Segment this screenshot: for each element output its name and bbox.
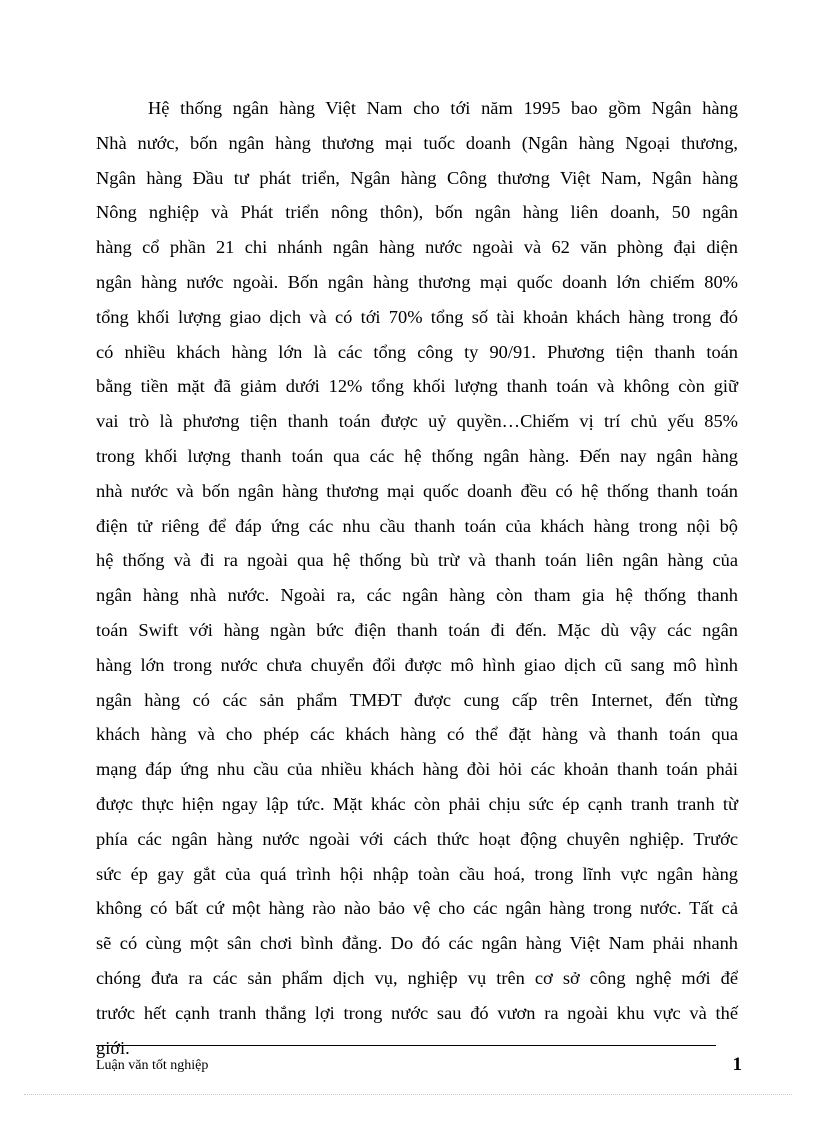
paragraph-line: không có bất cứ một hàng rào nào bảo vệ cho các ngân hàng trong nước. Tất cả [96,898,738,919]
paragraph-line: Nông nghiệp và Phát triển nông thôn), bốn ngân hàng liên doanh, 50 ngân [96,202,738,223]
footer-title: Luận văn tốt nghiệp [96,1058,209,1073]
paragraph-line: khách hàng và cho phép các khách hàng có thể đặt hàng và thanh toán qua [96,724,738,745]
footer-divider [96,1045,716,1046]
paragraph-line: ngân hàng có các sản phẩm TMĐT được cung cấp trên Internet, đến từng [96,689,738,710]
page-bottom-edge [24,1094,792,1095]
paragraph-line: tổng khối lượng giao dịch và có tới 70% tổng số tài khoản khách hàng trong đó [96,306,738,327]
page-number: 1 [732,1054,742,1075]
paragraph-line: hàng cổ phần 21 chi nhánh ngân hàng nước ngoài và 62 văn phòng đại diện [96,237,738,258]
paragraph-line: trong khối lượng thanh toán qua các hệ thống ngân hàng. Đến nay ngân hàng [96,445,738,466]
paragraph-line: trước hết cạnh tranh thắng lợi trong nước sau đó vươn ra ngoài khu vực và thế [96,1002,738,1023]
paragraph-line: Hệ thống ngân hàng Việt Nam cho tới năm 1995 bao gồm Ngân hàng [148,98,738,118]
paragraph-line: giới. [96,1037,130,1058]
paragraph-line: sức ép gay gắt của quá trình hội nhập toàn cầu hoá, trong lĩnh vực ngân hàng [96,863,738,884]
paragraph-line: chóng đưa ra các sản phẩm dịch vụ, nghiệp vụ trên cơ sở công nghệ mới để [96,967,738,988]
paragraph-line: ngân hàng nước ngoài. Bốn ngân hàng thương mại quốc doanh lớn chiếm 80% [96,271,738,292]
paragraph-line: mạng đáp ứng nhu cầu của nhiều khách hàng đòi hỏi các khoản thanh toán phải [96,759,738,780]
paragraph-line: toán Swift với hàng ngàn bức điện thanh toán đi đến. Mặc dù vậy các ngân [96,619,738,640]
paragraph-line: điện tử riêng để đáp ứng các nhu cầu thanh toán của khách hàng trong nội bộ [96,515,738,536]
paragraph-line: Nhà nước, bốn ngân hàng thương mại tuốc doanh (Ngân hàng Ngoại thương, [96,132,738,153]
paragraph-line: sẽ có cùng một sân chơi bình đẳng. Do đó các ngân hàng Việt Nam phải nhanh [96,933,738,954]
paragraph-line: ngân hàng nhà nước. Ngoài ra, các ngân hàng còn tham gia hệ thống thanh [96,585,738,606]
paragraph-line: được thực hiện ngay lập tức. Mặt khác còn phải chịu sức ép cạnh tranh tranh từ [96,793,738,814]
paragraph-line: hàng lớn trong nước chưa chuyển đổi được mô hình giao dịch cũ sang mô hình [96,654,738,675]
paragraph-line: có nhiều khách hàng lớn là các tổng công ty 90/91. Phương tiện thanh toán [96,341,738,362]
paragraph-line: Ngân hàng Đầu tư phát triển, Ngân hàng Công thương Việt Nam, Ngân hàng [96,167,738,188]
paragraph-line: vai trò là phương tiện thanh toán được uỷ quyền…Chiếm vị trí chủ yếu 85% [96,411,738,432]
paragraph-line: phía các ngân hàng nước ngoài với cách thức hoạt động chuyên nghiệp. Trước [96,828,738,849]
paragraph-line: hệ thống và đi ra ngoài qua hệ thống bù trừ và thanh toán liên ngân hàng của [96,550,738,571]
body-paragraph [96,91,738,1065]
paragraph-line: bằng tiền mặt đã giảm dưới 12% tổng khối lượng thanh toán và không còn giữ [96,376,738,397]
paragraph-line: nhà nước và bốn ngân hàng thương mại quốc doanh đều có hệ thống thanh toán [96,480,738,501]
